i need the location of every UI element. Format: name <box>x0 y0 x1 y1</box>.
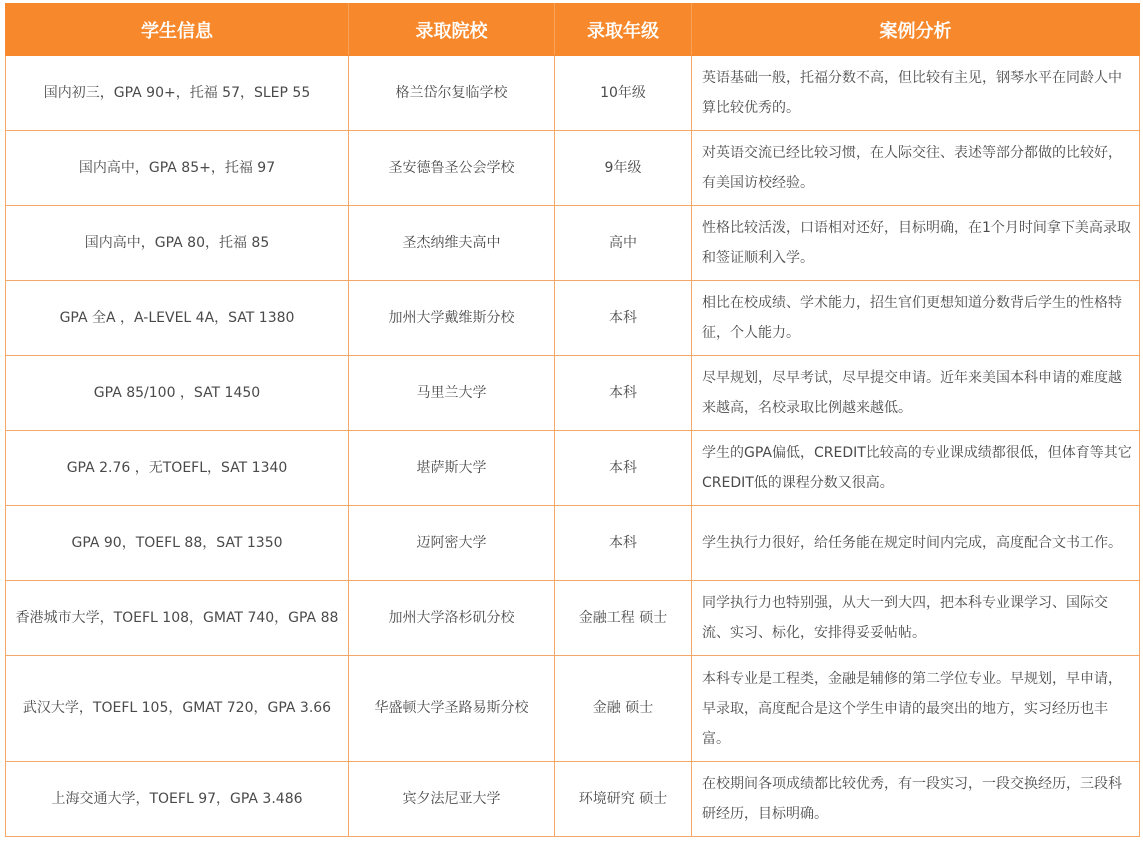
cell-grade: 高中 <box>555 206 692 281</box>
cell-school: 圣杰纳维夫高中 <box>349 206 555 281</box>
cell-analysis: 性格比较活泼，口语相对还好，目标明确，在1个月时间拿下美高录取和签证顺利入学。 <box>692 206 1140 281</box>
cell-student-info: 国内初三，GPA 90+，托福 57，SLEP 55 <box>6 56 349 131</box>
table-row <box>6 356 1140 431</box>
cell-grade: 金融 硕士 <box>555 656 692 762</box>
cell-grade: 金融工程 硕士 <box>555 581 692 656</box>
cell-analysis: 学生的GPA偏低，CREDIT比较高的专业课成绩都很低，但体育等其它CREDIT低的课程分数又很高。 <box>692 431 1140 506</box>
cell-grade: 本科 <box>555 431 692 506</box>
admission-cases-table-container <box>5 3 1139 837</box>
table-row <box>6 762 1140 837</box>
cell-analysis: 在校期间各项成绩都比较优秀，有一段实习，一段交换经历，三段科研经历，目标明确。 <box>692 762 1140 837</box>
cell-student-info: GPA 90，TOEFL 88，SAT 1350 <box>6 506 349 581</box>
cell-grade: 10年级 <box>555 56 692 131</box>
cell-student-info: 上海交通大学，TOEFL 97，GPA 3.486 <box>6 762 349 837</box>
cell-analysis: 学生执行力很好，给任务能在规定时间内完成，高度配合文书工作。 <box>692 506 1140 581</box>
cell-school: 堪萨斯大学 <box>349 431 555 506</box>
cell-student-info: GPA 85/100 ，SAT 1450 <box>6 356 349 431</box>
table-header <box>6 4 1140 56</box>
cell-school: 宾夕法尼亚大学 <box>349 762 555 837</box>
table-row <box>6 131 1140 206</box>
cell-school: 马里兰大学 <box>349 356 555 431</box>
cell-student-info: 武汉大学，TOEFL 105，GMAT 720，GPA 3.66 <box>6 656 349 762</box>
table-row <box>6 656 1140 762</box>
cell-student-info: GPA 2.76 ，无TOEFL，SAT 1340 <box>6 431 349 506</box>
cell-analysis: 同学执行力也特别强，从大一到大四，把本科专业课学习、国际交流、实习、标化，安排得妥妥帖帖。 <box>692 581 1140 656</box>
table-row <box>6 206 1140 281</box>
table-row <box>6 431 1140 506</box>
cell-grade: 本科 <box>555 281 692 356</box>
cell-grade: 本科 <box>555 506 692 581</box>
cell-student-info: 国内高中，GPA 80，托福 85 <box>6 206 349 281</box>
table-row <box>6 281 1140 356</box>
cell-analysis: 相比在校成绩、学术能力，招生官们更想知道分数背后学生的性格特征，个人能力。 <box>692 281 1140 356</box>
cell-student-info: 香港城市大学，TOEFL 108，GMAT 740，GPA 88 <box>6 581 349 656</box>
header-student-info: 学生信息 <box>6 4 349 56</box>
cell-analysis: 对英语交流已经比较习惯，在人际交往、表述等部分都做的比较好，有美国访校经验。 <box>692 131 1140 206</box>
cell-grade: 本科 <box>555 356 692 431</box>
cell-analysis: 尽早规划，尽早考试，尽早提交申请。近年来美国本科申请的难度越来越高，名校录取比例越来越低。 <box>692 356 1140 431</box>
cell-school: 加州大学洛杉矶分校 <box>349 581 555 656</box>
header-case-analysis: 案例分析 <box>692 4 1140 56</box>
cell-school: 华盛顿大学圣路易斯分校 <box>349 656 555 762</box>
cell-school: 格兰岱尔复临学校 <box>349 56 555 131</box>
cell-school: 迈阿密大学 <box>349 506 555 581</box>
cell-grade: 9年级 <box>555 131 692 206</box>
cell-school: 加州大学戴维斯分校 <box>349 281 555 356</box>
cell-student-info: 国内高中，GPA 85+，托福 97 <box>6 131 349 206</box>
header-row <box>6 4 1140 56</box>
admission-cases-table <box>5 3 1140 837</box>
cell-student-info: GPA 全A ，A-LEVEL 4A，SAT 1380 <box>6 281 349 356</box>
cell-analysis: 本科专业是工程类，金融是辅修的第二学位专业。早规划，早申请，早录取，高度配合是这个学生申请的最突出的地方，实习经历也丰富。 <box>692 656 1140 762</box>
cell-grade: 环境研究 硕士 <box>555 762 692 837</box>
table-row <box>6 506 1140 581</box>
header-admitted-school: 录取院校 <box>349 4 555 56</box>
cell-analysis: 英语基础一般，托福分数不高，但比较有主见，钢琴水平在同龄人中算比较优秀的。 <box>692 56 1140 131</box>
table-row <box>6 56 1140 131</box>
table-row <box>6 581 1140 656</box>
table-body <box>6 56 1140 837</box>
cell-school: 圣安德鲁圣公会学校 <box>349 131 555 206</box>
header-admitted-grade: 录取年级 <box>555 4 692 56</box>
